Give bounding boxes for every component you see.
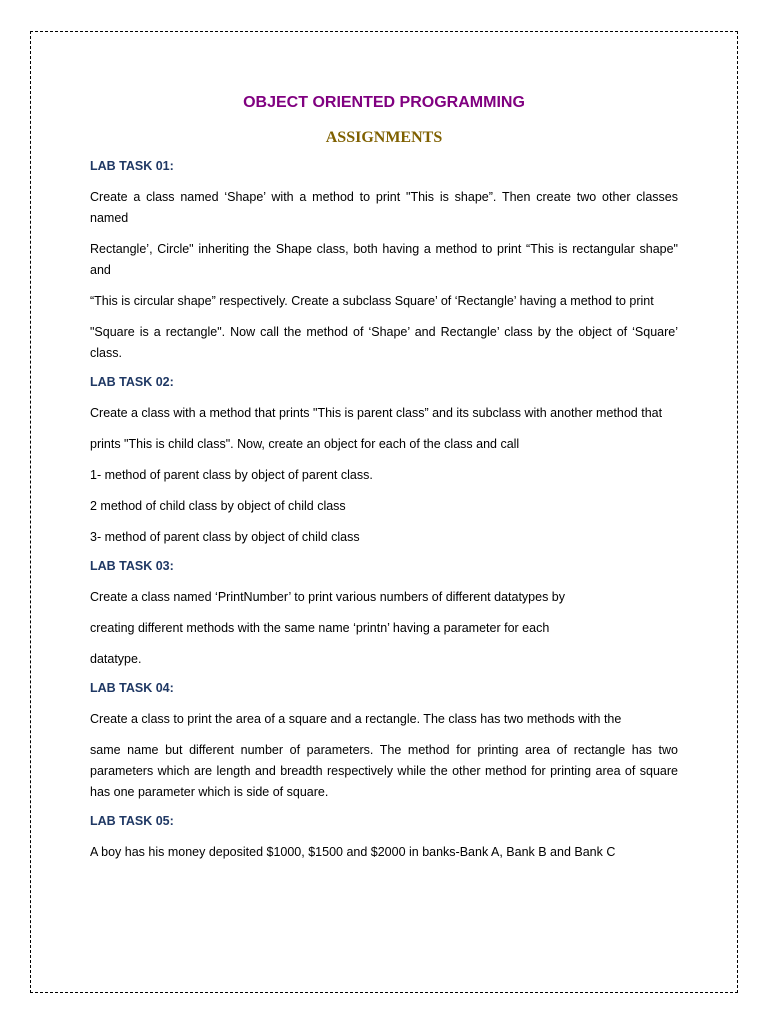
- task-paragraph: Create a class to print the area of a square and a rectangle. The class has two methods with the: [90, 712, 622, 726]
- task-heading: LAB TASK 02:: [90, 375, 174, 389]
- task-paragraph: datatype.: [90, 652, 142, 666]
- task-heading: LAB TASK 01:: [90, 159, 174, 173]
- document-subtitle: ASSIGNMENTS: [325, 129, 443, 146]
- task-paragraph: 3- method of parent class by object of child class: [90, 530, 360, 544]
- task-paragraph: creating different methods with the same name ‘printn’ having a parameter for each: [90, 621, 550, 635]
- task-heading: LAB TASK 03:: [90, 559, 174, 573]
- lab-task-01: [90, 158, 678, 364]
- task-paragraph: Create a class named ‘PrintNumber’ to print various numbers of different datatypes by: [90, 590, 565, 604]
- document-title: OBJECT ORIENTED PROGRAMMING: [243, 94, 525, 111]
- task-paragraph: "Square is a rectangle". Now call the method of ‘Shape’ and Rectangle’ class by the object of ‘Square’ class.: [90, 325, 678, 360]
- task-heading: LAB TASK 04:: [90, 681, 174, 695]
- task-paragraph: 1- method of parent class by object of parent class.: [90, 468, 373, 482]
- lab-task-02: [90, 374, 678, 548]
- lab-task-04: [90, 680, 678, 803]
- task-paragraph: Rectangle’, Circle" inheriting the Shape class, both having a method to print “This is rectangular shape" and: [90, 242, 678, 277]
- task-paragraph: Create a class named ‘Shape’ with a method to print "This is shape”. Then create two other classes named: [90, 190, 678, 225]
- lab-task-03: [90, 558, 678, 670]
- document-body: [90, 90, 678, 873]
- task-paragraph: Create a class with a method that prints "This is parent class” and its subclass with another method that: [90, 406, 663, 420]
- task-heading: LAB TASK 05:: [90, 814, 174, 828]
- task-paragraph: prints "This is child class". Now, create an object for each of the class and call: [90, 437, 520, 451]
- task-paragraph: A boy has his money deposited $1000, $1500 and $2000 in banks-Bank A, Bank B and Bank C: [90, 845, 616, 859]
- lab-task-05: [90, 813, 678, 863]
- task-paragraph: 2 method of child class by object of child class: [90, 499, 346, 513]
- task-paragraph: “This is circular shape” respectively. Create a subclass Square’ of ‘Rectangle’ having a method to print: [90, 294, 654, 308]
- task-paragraph: same name but different number of parameters. The method for printing area of rectangle has two parameters which are length and breadth respectively while the other method for printing area of square has one parameter which is side of square.: [90, 743, 678, 799]
